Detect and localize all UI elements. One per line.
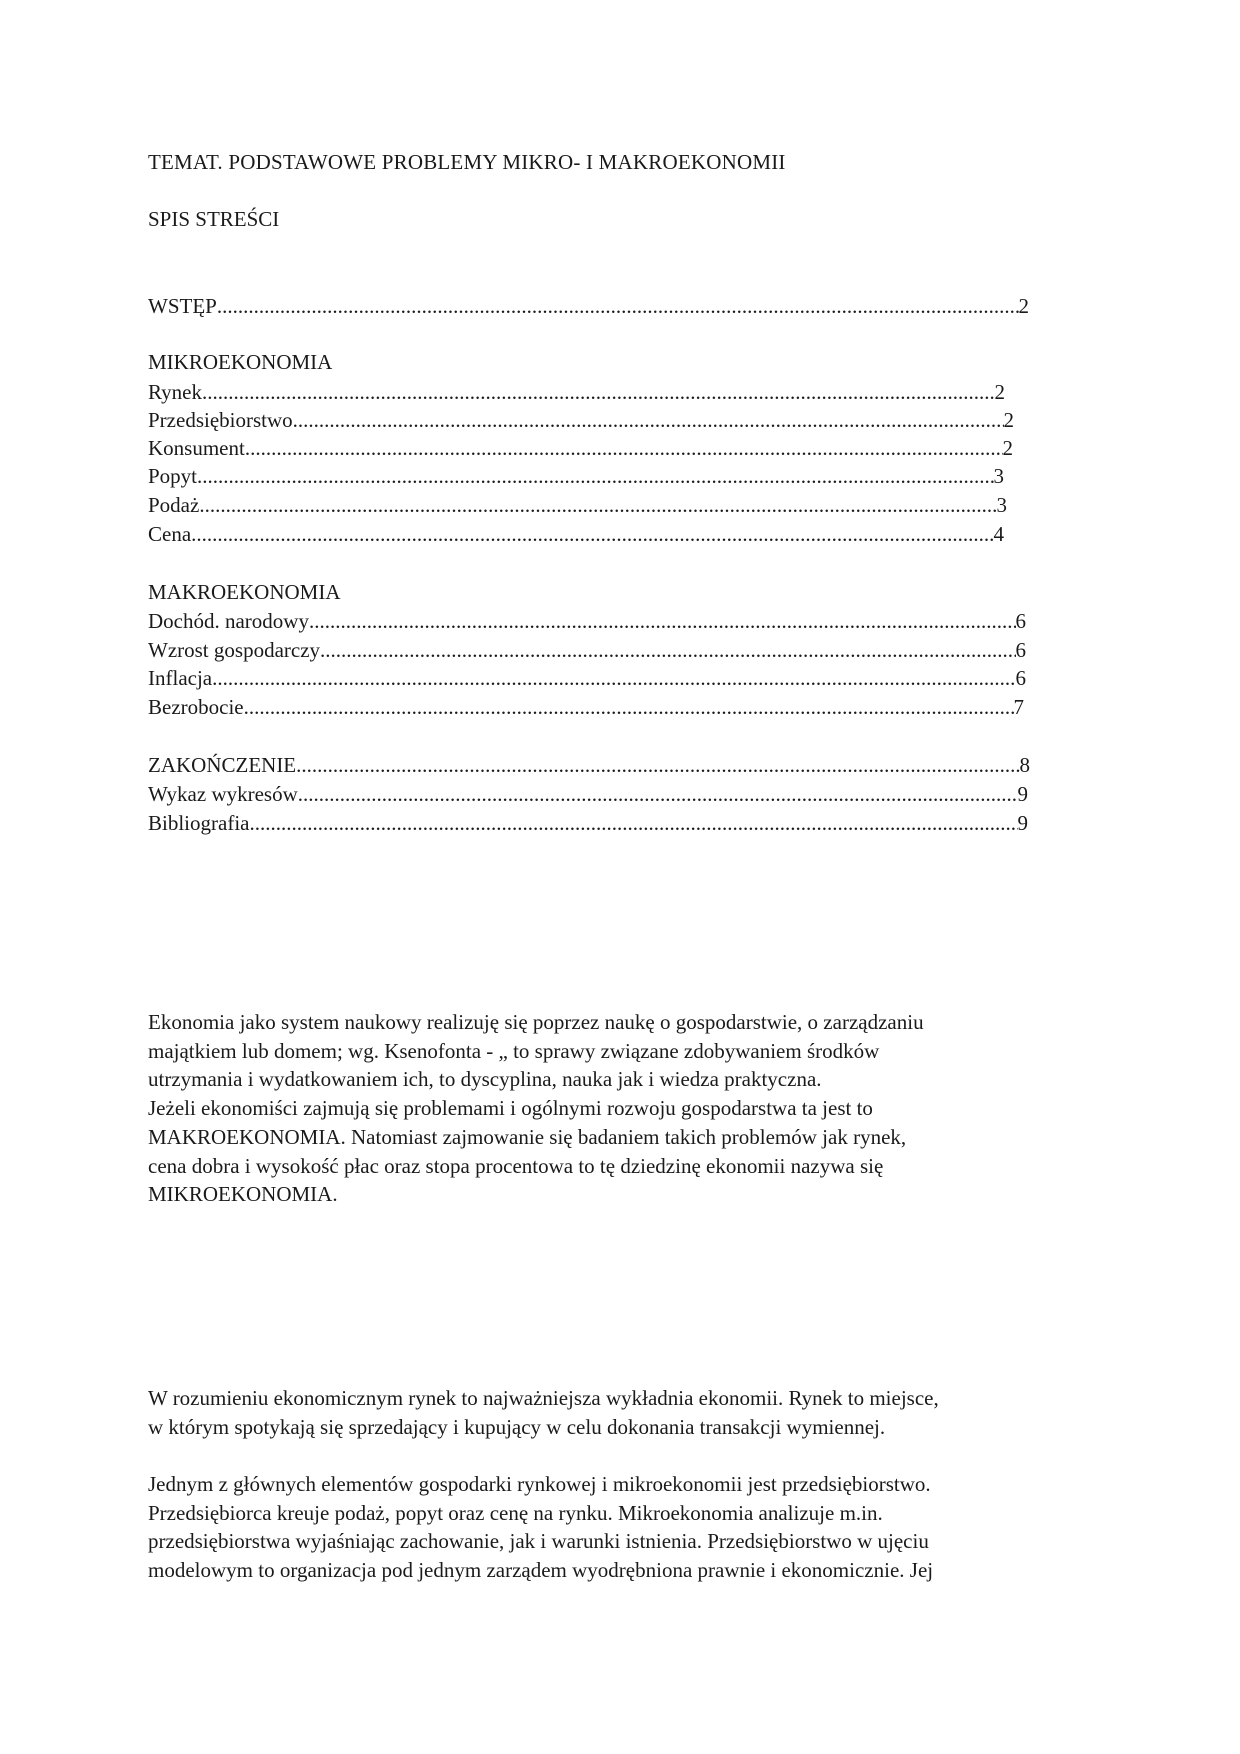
- toc-entry: [148, 607, 1026, 635]
- toc-entry-page: 7: [1013, 695, 1024, 719]
- paragraph-line: przedsiębiorstwa wyjaśniając zachowanie, jak i warunki istnienia. Przedsiębiorstwo w ujęciu: [148, 1529, 929, 1554]
- toc-leader: [199, 491, 996, 519]
- toc-entry-page: 9: [1017, 782, 1028, 806]
- toc-entry-page: 6: [1015, 666, 1026, 690]
- toc-leader: [217, 292, 1019, 320]
- toc-leader: [293, 406, 1004, 434]
- toc-entry: [148, 406, 1014, 434]
- toc-entry-page: 2: [1018, 294, 1029, 318]
- toc-entry-closing: [148, 751, 1030, 779]
- toc-entry: [148, 434, 1013, 462]
- toc-leader: [191, 520, 993, 548]
- toc-entry-label: ZAKOŃCZENIE: [148, 753, 297, 777]
- toc-entry: [148, 378, 1005, 406]
- paragraph-line: Jednym z głównych elementów gospodarki rynkowej i mikroekonomii jest przedsiębiorstwo.: [148, 1472, 931, 1496]
- toc-entry-label: Przedsiębiorstwo: [148, 408, 293, 432]
- toc-section-micro: MIKROEKONOMIA: [148, 350, 333, 374]
- toc-entry-label: Bibliografia: [148, 811, 250, 835]
- toc-entry: [148, 693, 1024, 721]
- toc-entry: [148, 664, 1026, 692]
- toc-entry-label: Dochód. narodowy: [148, 609, 309, 633]
- toc-entry: [148, 809, 1028, 837]
- toc-entry-page: 6: [1015, 638, 1026, 662]
- toc-entry-page: 9: [1017, 811, 1028, 835]
- toc-entry-page: 6: [1015, 609, 1026, 633]
- paragraph-line: Ekonomia jako system naukowy realizuję się poprzez naukę o gospodarstwie, o zarządzaniu: [148, 1010, 924, 1034]
- toc-heading: SPIS STREŚCI: [148, 207, 280, 231]
- toc-entry-label: Cena: [148, 522, 192, 546]
- toc-entry-page: 4: [993, 522, 1004, 546]
- toc-entry: [148, 462, 1004, 490]
- toc-entry-label: Inflacja: [148, 666, 213, 690]
- toc-entry-page: 3: [993, 464, 1004, 488]
- paragraph-line: majątkiem lub domem; wg. Ksenofonta - „ to sprawy związane zdobywaniem środków: [148, 1038, 880, 1063]
- paragraph-line: MAKROEKONOMIA. Natomiast zajmowanie się badaniem takich problemów jak rynek,: [148, 1124, 907, 1149]
- toc-entry-page: 8: [1019, 753, 1030, 777]
- toc-entry: [148, 636, 1026, 664]
- toc-leader: [245, 434, 1003, 462]
- toc-leader: [320, 636, 1015, 664]
- toc-entry-label: Bezrobocie: [148, 695, 244, 719]
- toc-entry-label: Rynek: [148, 380, 202, 404]
- toc-entry-label: Konsument: [148, 436, 245, 460]
- paragraph-line: Jeżeli ekonomiści zajmują się problemami i ogólnymi rozwoju gospodarstwa ta jest to: [148, 1096, 873, 1121]
- toc-entry-label: Popyt: [148, 464, 198, 488]
- toc-entry-page: 3: [996, 493, 1007, 517]
- paragraph-enterprise: [148, 1470, 1098, 1585]
- toc-entry-page: 2: [1002, 436, 1013, 460]
- toc-leader: [197, 462, 993, 490]
- toc-leader: [249, 809, 1017, 837]
- toc-leader: [296, 751, 1019, 779]
- toc-leader: [309, 607, 1016, 635]
- toc-entry: [148, 780, 1028, 808]
- document-title: TEMAT. PODSTAWOWE PROBLEMY MIKRO- I MAKROEKONOMII: [148, 150, 786, 174]
- table-of-contents: [148, 0, 1048, 900]
- paragraph-line: Przedsiębiorca kreuje podaż, popyt oraz cenę na rynku. Mikroekonomia analizuje m.in.: [148, 1500, 883, 1525]
- toc-entry-label: WSTĘP: [148, 294, 217, 318]
- toc-entry: [148, 491, 1007, 519]
- toc-entry-label: Wykaz wykresów: [148, 782, 298, 806]
- toc-leader: [244, 693, 1014, 721]
- toc-entry-intro: [148, 292, 1029, 320]
- toc-entry-label: Podaż: [148, 493, 200, 517]
- paragraph-line: W rozumieniu ekonomicznym rynek to najważniejsza wykładnia ekonomii. Rynek to miejsce,: [148, 1386, 939, 1410]
- paragraph-introduction: [148, 1008, 1098, 1209]
- toc-leader: [212, 664, 1015, 692]
- toc-entry-label: Wzrost gospodarczy: [148, 638, 321, 662]
- toc-leader: [298, 780, 1018, 808]
- paragraph-line: cena dobra i wysokość płac oraz stopa procentowa to tę dziedzinę ekonomii nazywa się: [148, 1153, 884, 1178]
- paragraph-market: [148, 1384, 1098, 1441]
- paragraph-line: modelowym to organizacja pod jednym zarządem wyodrębniona prawnie i ekonomicznie. Jej: [148, 1558, 934, 1583]
- toc-section-macro: MAKROEKONOMIA: [148, 580, 341, 604]
- toc-entry: [148, 520, 1004, 548]
- toc-entry-page: 2: [994, 380, 1005, 404]
- toc-entry-page: 2: [1003, 408, 1014, 432]
- paragraph-line: utrzymania i wydatkowaniem ich, to dyscyplina, nauka jak i wiedza praktyczna.: [148, 1067, 822, 1092]
- paragraph-line: MIKROEKONOMIA.: [148, 1182, 338, 1207]
- toc-leader: [202, 378, 995, 406]
- paragraph-line: w którym spotykają się sprzedający i kupujący w celu dokonania transakcji wymiennej.: [148, 1414, 886, 1439]
